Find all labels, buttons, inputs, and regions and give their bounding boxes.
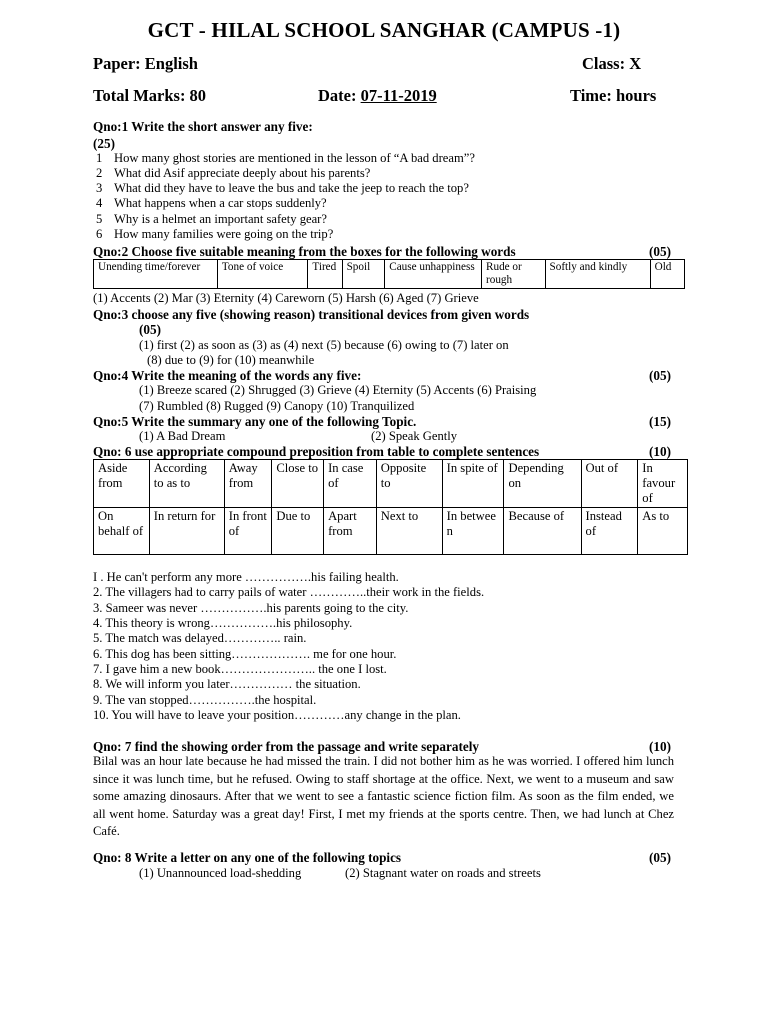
meaning-box: Spoil xyxy=(342,260,385,289)
q1-item xyxy=(96,227,333,242)
meaning-box: Cause unhappiness xyxy=(385,260,482,289)
q6-sentence: 7. I gave him a new book………………….. the one I lost. xyxy=(93,662,387,676)
q1-item xyxy=(96,196,327,211)
q1-item-text: Why is a helmet an important safety gear? xyxy=(114,212,327,226)
preposition-cell: Depending on xyxy=(504,460,581,508)
q3-words-line1: (1) first (2) as soon as (3) as (4) next (5) because (6) owing to (7) later on xyxy=(139,338,509,352)
q4-words-line1: (1) Breeze scared (2) Shrugged (3) Grieve (4) Eternity (5) Accents (6) Praising xyxy=(139,383,537,397)
q8-heading: Qno: 8 Write a letter on any one of the following topics xyxy=(93,850,402,865)
q5-marks: (15) xyxy=(649,414,671,429)
preposition-cell: Apart from xyxy=(324,508,377,555)
q1-item-text: How many families were going on the trip? xyxy=(114,227,334,241)
q3-heading: Qno:3 choose any five (showing reason) transitional devices from given words xyxy=(93,307,530,322)
school-title: GCT - HILAL SCHOOL SANGHAR (CAMPUS -1) xyxy=(147,18,621,42)
date-value: 07-11-2019 xyxy=(360,86,437,105)
q6-prepositions-table xyxy=(93,459,688,555)
q1-item-text: How many ghost stories are mentioned in the lesson of “A bad dream”? xyxy=(114,151,475,165)
q2-heading: Qno:2 Choose five suitable meaning from the boxes for the following words xyxy=(93,244,516,259)
q6-sentence: 8. We will inform you later…………… the situation. xyxy=(93,677,361,691)
q7-marks: (10) xyxy=(649,739,671,754)
meaning-box: Tired xyxy=(308,260,342,289)
q6-heading: Qno: 6 use appropriate compound preposition from table to complete sentences xyxy=(93,444,540,459)
preposition-cell: Instead of xyxy=(581,508,638,555)
date-label: Date: xyxy=(318,86,361,105)
q6-sentence: 9. The van stopped…………….the hospital. xyxy=(93,693,317,707)
preposition-cell: Next to xyxy=(376,508,442,555)
q6-sentence: 5. The match was delayed………….. rain. xyxy=(93,631,307,645)
preposition-cell: Opposite to xyxy=(376,460,442,508)
q4-words-line2: (7) Rumbled (8) Rugged (9) Canopy (10) Tranquilized xyxy=(139,399,415,413)
total-marks-label: Total Marks: 80 xyxy=(93,86,207,105)
q1-item-text: What did they have to leave the bus and take the jeep to reach the top? xyxy=(114,181,469,195)
q5-option-2: (2) Speak Gently xyxy=(371,429,458,443)
q6-marks: (10) xyxy=(649,444,671,459)
q8-option-2: (2) Stagnant water on roads and streets xyxy=(345,866,541,880)
q1-item xyxy=(96,151,475,166)
q1-heading: Qno:1 Write the short answer any five: xyxy=(93,119,313,134)
q2-meanings-table xyxy=(93,259,685,289)
q1-item-text: What did Asif appreciate deeply about his parents? xyxy=(114,166,371,180)
q6-sentence: I . He can't perform any more …………….his failing health. xyxy=(93,570,399,584)
preposition-cell: Away from xyxy=(224,460,272,508)
preposition-cell: In case of xyxy=(324,460,377,508)
q2-marks: (05) xyxy=(649,244,671,259)
q4-heading: Qno:4 Write the meaning of the words any five: xyxy=(93,368,362,383)
q6-sentence: 2. The villagers had to carry pails of water …………..their work in the fields. xyxy=(93,585,485,599)
q8-marks: (05) xyxy=(649,850,671,865)
meaning-box: Tone of voice xyxy=(217,260,308,289)
q6-sentence: 3. Sameer was never …………….his parents going to the city. xyxy=(93,601,409,615)
preposition-cell: Close to xyxy=(272,460,324,508)
q1-marks: (25) xyxy=(93,136,115,151)
q1-item-number: 2 xyxy=(96,166,103,180)
q1-item xyxy=(96,212,327,227)
q1-item-number: 3 xyxy=(96,181,103,195)
q3-marks: (05) xyxy=(139,322,161,337)
q6-sentence: 6. This dog has been sitting………………. me for one hour. xyxy=(93,647,397,661)
meaning-box: Old xyxy=(650,260,684,289)
preposition-cell: On behalf of xyxy=(94,508,150,555)
preposition-cell: According to as to xyxy=(149,460,224,508)
preposition-cell: In return for xyxy=(149,508,224,555)
q1-item-number: 5 xyxy=(96,212,103,226)
q6-sentence: 10. You will have to leave your position…………any change in the plan. xyxy=(93,708,461,722)
q4-marks: (05) xyxy=(649,368,671,383)
meaning-box: Unending time/forever xyxy=(94,260,218,289)
meaning-box: Rude or rough xyxy=(482,260,545,289)
preposition-cell: Due to xyxy=(272,508,324,555)
preposition-cell: Out of xyxy=(581,460,638,508)
preposition-cell: In between xyxy=(442,508,504,555)
q1-item-number: 1 xyxy=(96,151,103,165)
preposition-cell: Because of xyxy=(504,508,581,555)
q1-item xyxy=(96,181,469,196)
q1-item-number: 6 xyxy=(96,227,103,241)
q1-item xyxy=(96,166,370,181)
preposition-cell: As to xyxy=(638,508,688,555)
meaning-box: Softly and kindly xyxy=(545,260,650,289)
q7-heading: Qno: 7 find the showing order from the passage and write separately xyxy=(93,739,479,754)
preposition-cell: Aside from xyxy=(94,460,150,508)
q2-words: (1) Accents (2) Mar (3) Eternity (4) Careworn (5) Harsh (6) Aged (7) Grieve xyxy=(93,291,479,305)
q3-words-line2: (8) due to (9) for (10) meanwhile xyxy=(147,353,315,367)
q8-option-1: (1) Unannounced load-shedding xyxy=(139,866,302,880)
q5-option-1: (1) A Bad Dream xyxy=(139,429,226,443)
date-line xyxy=(318,86,437,106)
preposition-cell: In spite of xyxy=(442,460,504,508)
q1-item-text: What happens when a car stops suddenly? xyxy=(114,196,327,210)
q5-heading: Qno:5 Write the summary any one of the following Topic. xyxy=(93,414,417,429)
q7-passage: Bilal was an hour late because he had missed the train. I did not bother him as he was worried. I offered him lunch since it was lunch time, but he refused. Owing to staff shortage at the office. Next, we went to a museum and saw some amazing dinosaurs. After that we went to see a fantastic science fiction film. As soon as the film ended, we all went home. Saturday was a great day! First, I met my friends at the sports centre. Then, we had lunch at Chez Café. xyxy=(93,754,674,838)
paper-label: Paper: English xyxy=(93,54,198,73)
time-label: Time: hours xyxy=(570,86,657,105)
preposition-cell: In front of xyxy=(224,508,272,555)
q1-item-number: 4 xyxy=(96,196,103,210)
q6-sentence: 4. This theory is wrong…………….his philosophy. xyxy=(93,616,353,630)
class-label: Class: X xyxy=(582,54,642,73)
preposition-cell: In favour of xyxy=(638,460,688,508)
